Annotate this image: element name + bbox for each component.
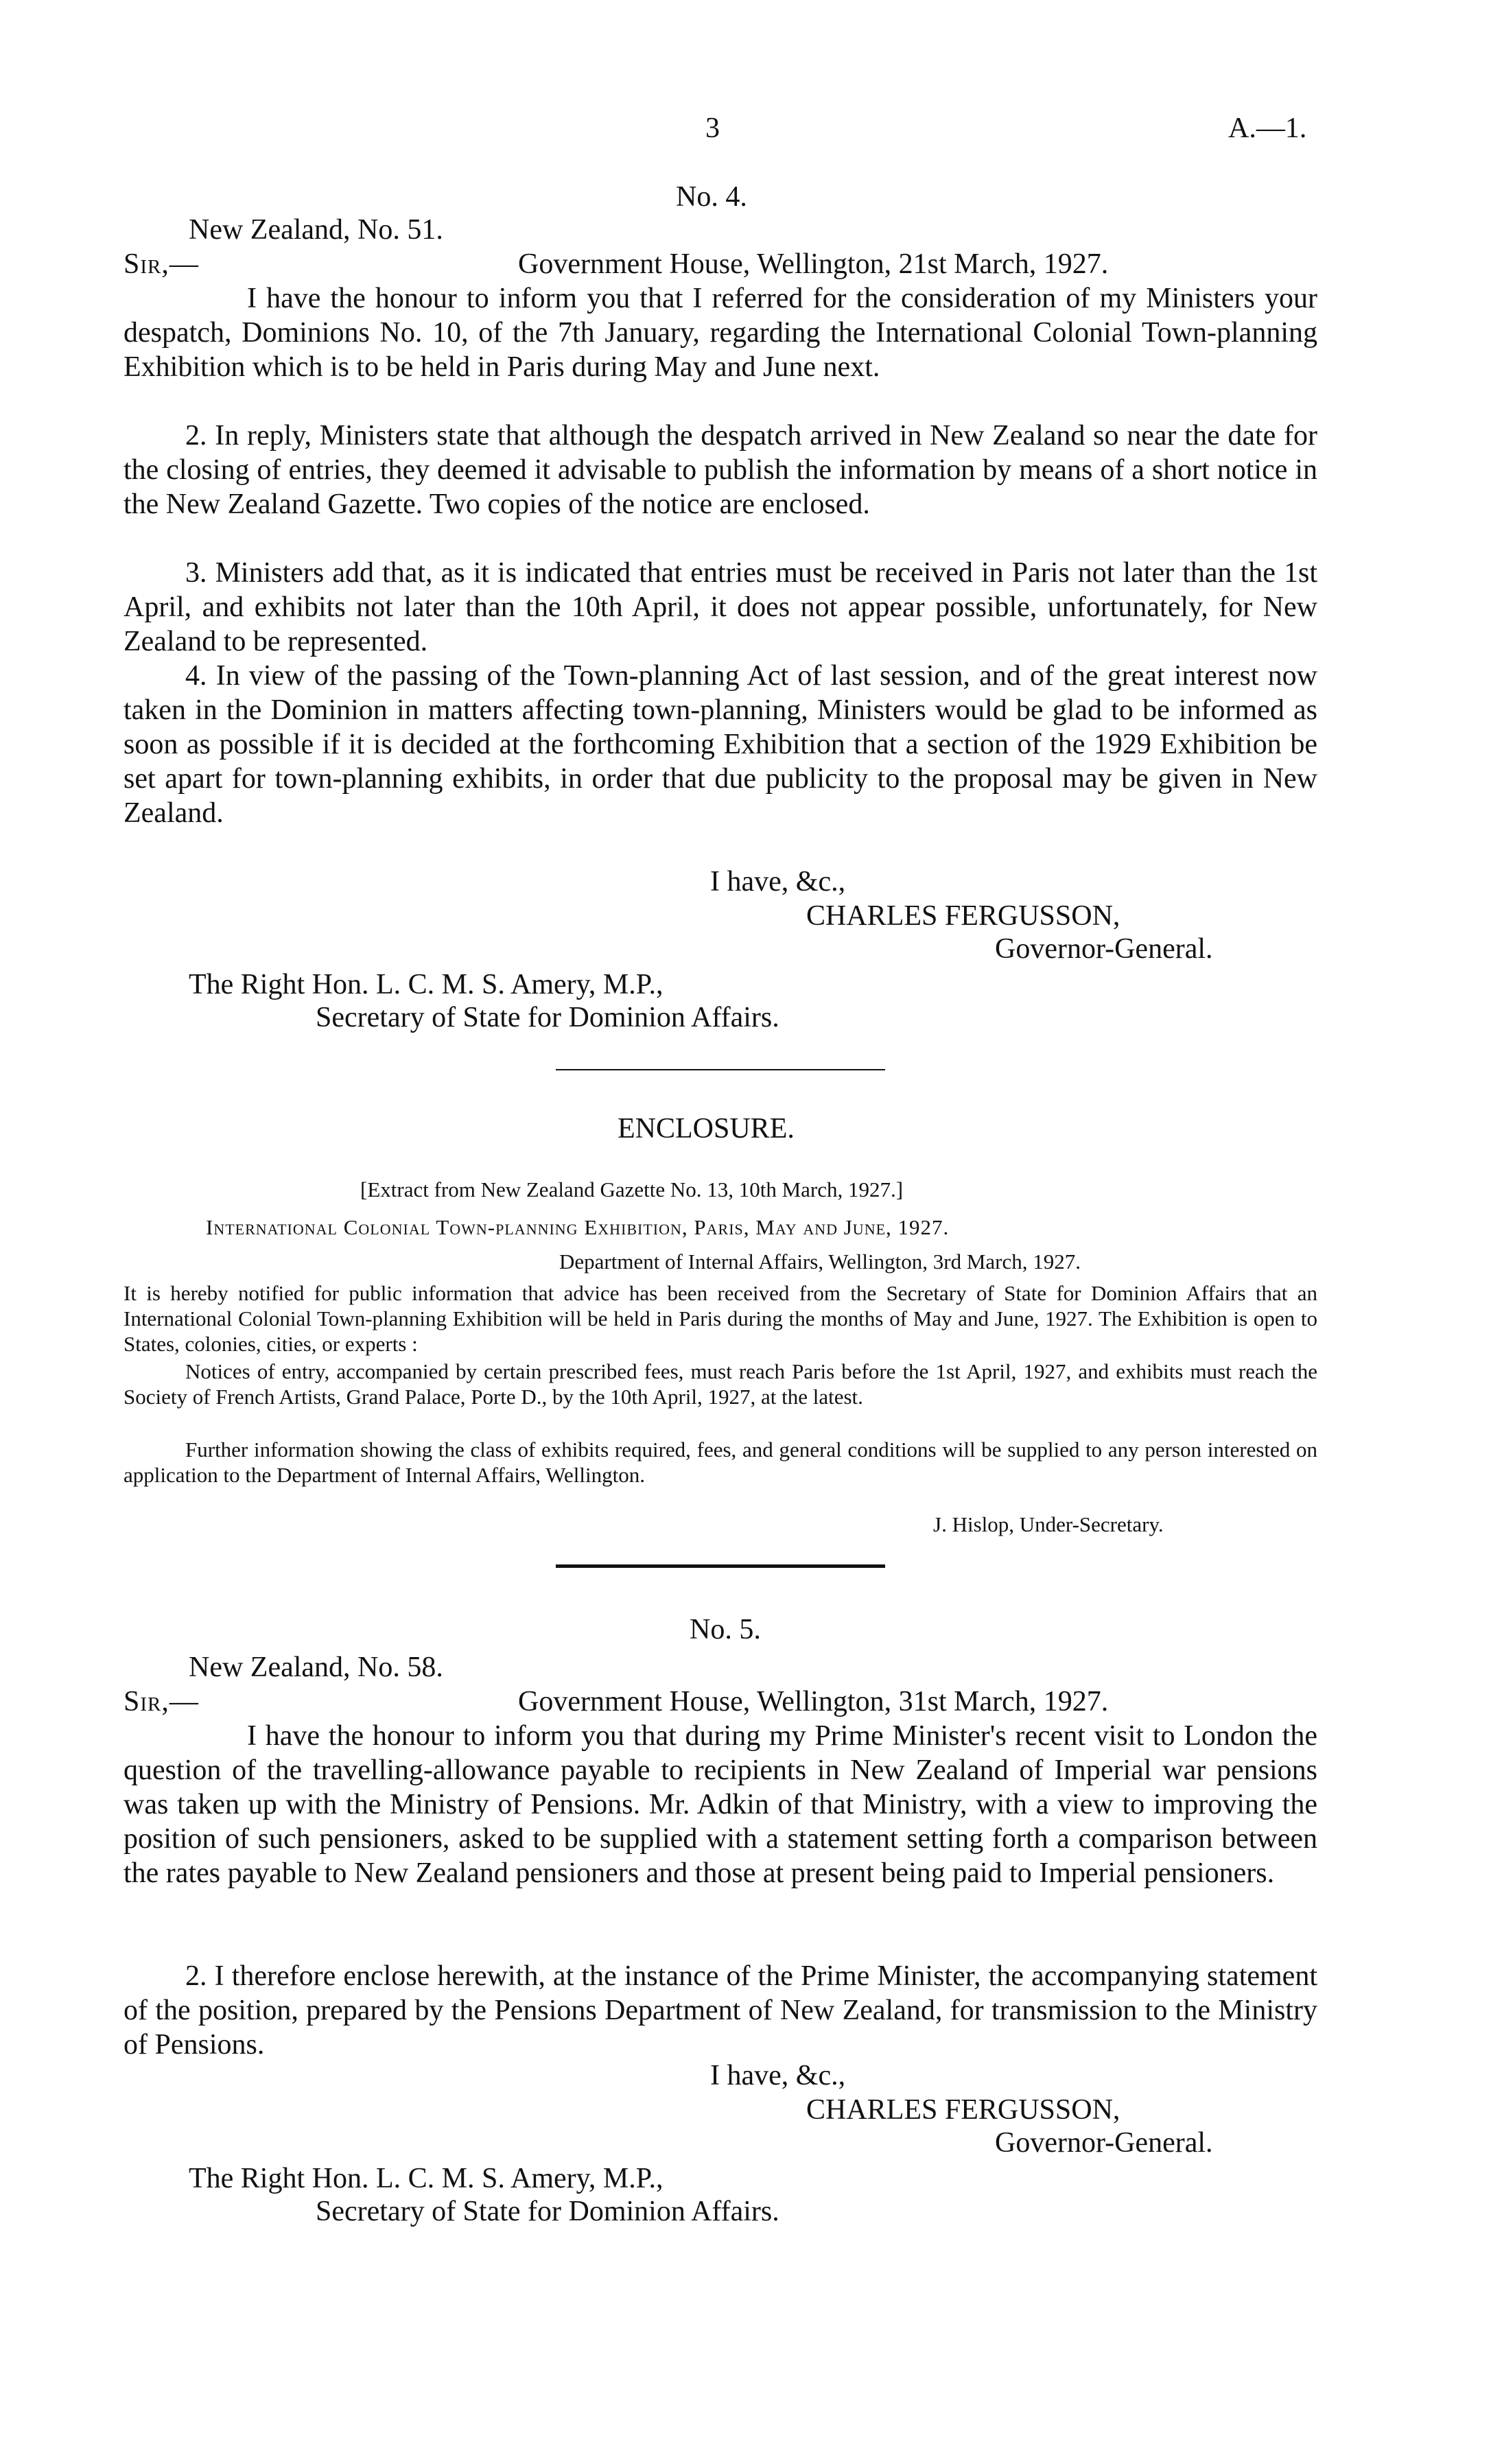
- letter-5-place-date: Government House, Wellington, 31st March, 1927.: [518, 1686, 1109, 1717]
- enclosure-title: International Colonial Town-planning Exhibition, Paris, May and June, 1927.: [206, 1215, 950, 1239]
- letter-5-paragraph-1: I have the honour to inform you that during my Prime Minister's recent visit to London the question of the travelling-allowance payable to recipients in New Zealand of Imperial war pensions was taken up with the Ministry of Pensions. Mr. Adkin of that Ministry, with a view to improving the position of such pensioners, asked to be supplied with a statement setting forth a comparison between the rates payable to New Zealand pensioners and those at present being paid to Imperial pensioners.: [124, 1720, 1317, 1889]
- letter-4-paragraph-2: 2. In reply, Ministers state that although the despatch arrived in New Zealand so near the date for the closing of entries, they deemed it advisable to publish the information by means of a short notice in the New Zealand Gazette. Two copies of the notice are enclosed.: [124, 420, 1317, 520]
- letter-4-salutation: Sir,—: [124, 248, 199, 280]
- letter-5-signatory: CHARLES FERGUSSON,: [806, 2094, 1120, 2126]
- letter-4-signatory-title: Governor-General.: [995, 933, 1213, 965]
- document-code: A.—1.: [1228, 113, 1307, 144]
- letter-4-ref: New Zealand, No. 51.: [189, 214, 443, 246]
- letter-5-salutation: Sir,—: [124, 1686, 199, 1717]
- enclosure-paragraph-2: Notices of entry, accompanied by certain prescribed fees, must reach Paris before the 1st April, 1927, and exhibits must reach the Society of French Artists, Grand Palace, Porte D., by the 10th April, 1927, at the latest.: [124, 1359, 1317, 1409]
- letter-4-number: No. 4.: [676, 181, 747, 213]
- letter-5-addressee: The Right Hon. L. C. M. S. Amery, M.P.,: [189, 2163, 664, 2194]
- section-divider: [556, 1069, 885, 1070]
- page-number: 3: [705, 113, 720, 144]
- enclosure-signature: J. Hislop, Under-Secretary.: [933, 1512, 1164, 1536]
- letter-5-number: No. 5.: [690, 1614, 761, 1645]
- letter-5-paragraph-2: 2. I therefore enclose herewith, at the instance of the Prime Minister, the accompanying statement of the position, prepared by the Pensions Department of New Zealand, for transmission to the Ministry of Pensions.: [124, 1960, 1317, 2061]
- letter-4-signatory: CHARLES FERGUSSON,: [806, 900, 1120, 932]
- letter-4-paragraph-4: 4. In view of the passing of the Town-planning Act of last session, and of the great interest now taken in the Dominion in matters affecting town-planning, Ministers would be glad to be informed as soon as possible if it is decided at the forthcoming Exhibition that a section of the 1929 Exhibition be set apart for town-planning exhibits, in order that due publicity to the proposal may be given in New Zealand.: [124, 660, 1317, 829]
- letter-4-place-date: Government House, Wellington, 21st March, 1927.: [518, 248, 1109, 280]
- enclosure-extract-line: [Extract from New Zealand Gazette No. 13, 10th March, 1927.]: [360, 1177, 904, 1201]
- letter-5-addressee-title: Secretary of State for Dominion Affairs.: [316, 2196, 779, 2227]
- enclosure-paragraph-3: Further information showing the class of exhibits required, fees, and general conditions will be supplied to any person interested on application to the Department of Internal Affairs, Wellington.: [124, 1438, 1317, 1487]
- letter-5-signatory-title: Governor-General.: [995, 2127, 1213, 2159]
- letter-4-addressee: The Right Hon. L. C. M. S. Amery, M.P.,: [189, 969, 664, 1000]
- enclosure-dept-line: Department of Internal Affairs, Wellington, 3rd March, 1927.: [559, 1249, 1081, 1274]
- letter-4-paragraph-1: I have the honour to inform you that I referred for the consideration of my Ministers your despatch, Dominions No. 10, of the 7th January, regarding the International Colonial Town-planning Exhibition which is to be held in Paris during May and June next.: [124, 283, 1317, 383]
- section-divider-thick: [556, 1564, 885, 1568]
- letter-4-closing: I have, &c.,: [710, 866, 846, 897]
- enclosure-heading: ENCLOSURE.: [618, 1113, 795, 1145]
- letter-4-paragraph-3: 3. Ministers add that, as it is indicated that entries must be received in Paris not later than the 1st April, and exhibits not later than the 10th April, it does not appear possible, unfortunately, for New Zealand to be represented.: [124, 557, 1317, 657]
- letter-4-addressee-title: Secretary of State for Dominion Affairs.: [316, 1002, 779, 1033]
- letter-5-closing: I have, &c.,: [710, 2060, 846, 2091]
- letter-5-ref: New Zealand, No. 58.: [189, 1652, 443, 1683]
- enclosure-paragraph-1: It is hereby notified for public information that advice has been received from the Secretary of State for Dominion Affairs that an International Colonial Town-planning Exhibition will be held in Paris during the months of May and June, 1927. The Exhibition is open to States, colonies, cities, or experts :: [124, 1281, 1317, 1356]
